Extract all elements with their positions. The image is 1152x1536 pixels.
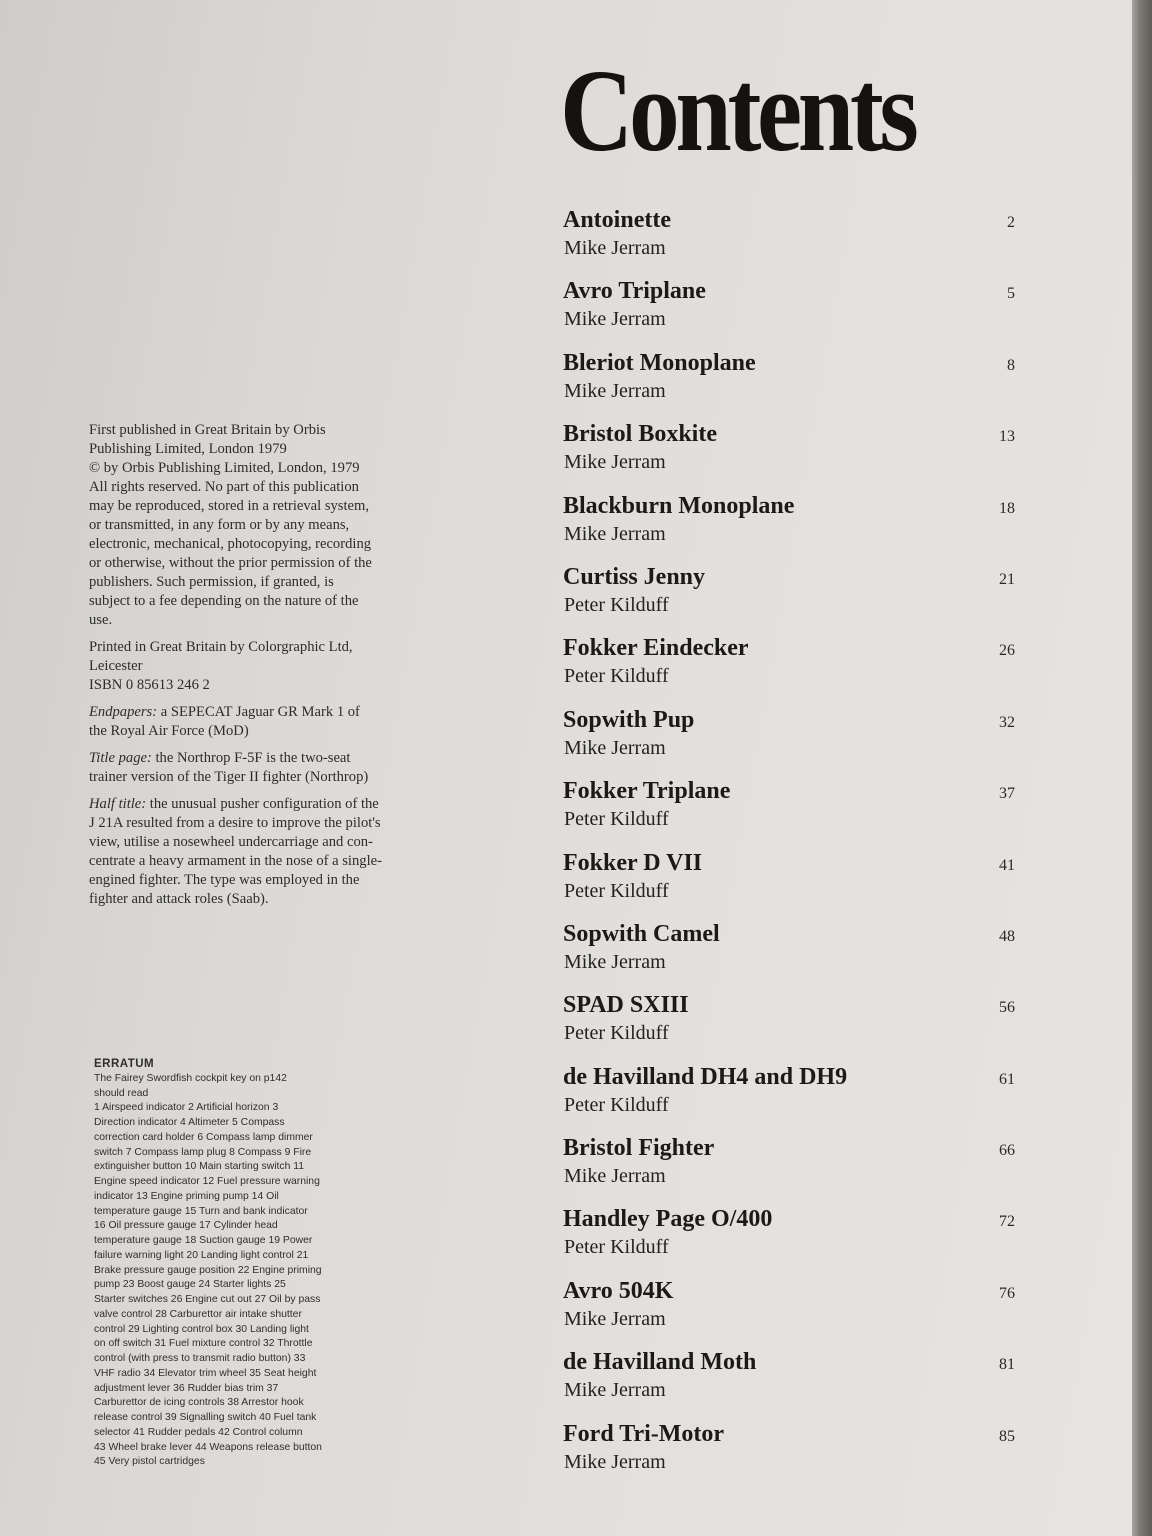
text-line bbox=[89, 611, 451, 630]
erratum-line: release control 39 Signalling switch 40 Fuel tank bbox=[94, 1412, 317, 1423]
entry-title: Sopwith Camel bbox=[563, 920, 720, 947]
entry-author: Peter Kilduff bbox=[564, 1022, 669, 1045]
entry-title: Sopwith Pup bbox=[563, 706, 695, 733]
erratum-line: Starter switches 26 Engine cut out 27 Oil by pass bbox=[94, 1294, 321, 1305]
entry-author: Mike Jerram bbox=[564, 1450, 666, 1473]
text-line bbox=[89, 554, 451, 573]
erratum-line: control 29 Lighting control box 30 Landing light bbox=[94, 1323, 309, 1335]
entry-page-number: 32 bbox=[999, 713, 1015, 731]
erratum-line: 1 Airspeed indicator 2 Artificial horizon 3 bbox=[94, 1102, 279, 1114]
entry-page-number: 72 bbox=[999, 1213, 1015, 1231]
text-line bbox=[89, 535, 451, 554]
contents-entry bbox=[563, 205, 1015, 276]
erratum-line: Carburettor de icing controls 38 Arrestor hook bbox=[94, 1397, 304, 1409]
erratum-line: control (with press to transmit radio button) 33 bbox=[94, 1353, 306, 1364]
text-line bbox=[89, 440, 451, 459]
text-line bbox=[89, 421, 451, 440]
colophon bbox=[89, 421, 451, 917]
contents-entry bbox=[563, 776, 1015, 847]
line-text: trainer version of the Tiger II fighter (Northrop) bbox=[89, 769, 369, 785]
page-title: Contents bbox=[560, 45, 915, 176]
text-line bbox=[89, 573, 451, 592]
erratum-line: correction card holder 6 Compass lamp dimmer bbox=[94, 1131, 313, 1143]
entry-page-number: 85 bbox=[999, 1427, 1015, 1445]
contents-entry bbox=[563, 705, 1015, 776]
line-text: or transmitted, in any form or by any means, bbox=[89, 517, 350, 533]
entry-author: Mike Jerram bbox=[564, 308, 666, 331]
erratum-line: 16 Oil pressure gauge 17 Cylinder head bbox=[94, 1220, 278, 1232]
erratum-line: on off switch 31 Fuel mixture control 32 Throttle bbox=[94, 1338, 313, 1350]
entry-author: Mike Jerram bbox=[564, 522, 666, 545]
text-line bbox=[89, 516, 451, 535]
contents-entry bbox=[563, 1204, 1015, 1275]
entry-page-number: 37 bbox=[999, 785, 1015, 803]
text-line bbox=[89, 657, 451, 676]
entry-title: Bristol Fighter bbox=[563, 1135, 715, 1162]
line-text: fighter and attack roles (Saab). bbox=[89, 891, 269, 907]
entry-author: Peter Kilduff bbox=[564, 665, 669, 688]
entry-author: Peter Kilduff bbox=[564, 1236, 669, 1259]
text-line bbox=[89, 478, 451, 497]
erratum-line: extinguisher button 10 Main starting switch 11 bbox=[94, 1161, 305, 1173]
endpapers-caption bbox=[89, 703, 451, 741]
erratum-line: Direction indicator 4 Altimeter 5 Compass bbox=[94, 1117, 285, 1128]
erratum-line: VHF radio 34 Elevator trim wheel 35 Seat height bbox=[94, 1367, 317, 1379]
erratum-heading: ERRATUM bbox=[94, 1058, 155, 1070]
entry-page-number: 13 bbox=[999, 428, 1015, 446]
line-text: centrate a heavy armament in the nose of a single- bbox=[89, 853, 382, 869]
entry-page-number: 18 bbox=[999, 499, 1015, 517]
erratum-line: Brake pressure gauge position 22 Engine priming bbox=[94, 1264, 322, 1276]
caption-label: Half title: bbox=[89, 796, 147, 812]
entry-title: SPAD SXIII bbox=[563, 992, 689, 1019]
entry-page-number: 41 bbox=[999, 856, 1015, 874]
erratum-line: The Fairey Swordfish cockpit key on p142 bbox=[94, 1072, 287, 1084]
contents-entry bbox=[563, 990, 1015, 1061]
entry-title: Ford Tri-Motor bbox=[563, 1420, 725, 1447]
entry-title: Fokker D VII bbox=[563, 849, 703, 876]
line-text: engined fighter. The type was employed in the bbox=[89, 872, 360, 888]
entry-title: Avro 504K bbox=[563, 1277, 674, 1304]
contents-entry bbox=[563, 919, 1015, 990]
half-title-caption bbox=[89, 795, 451, 909]
text-line bbox=[89, 871, 451, 890]
entry-title: Bleriot Monoplane bbox=[563, 349, 756, 376]
entry-author: Mike Jerram bbox=[564, 237, 666, 259]
erratum bbox=[94, 1057, 414, 1470]
entry-title: Blackburn Monoplane bbox=[563, 492, 795, 519]
entry-page-number: 76 bbox=[999, 1284, 1015, 1302]
entry-title: Handley Page O/400 bbox=[563, 1206, 773, 1233]
caption-label: Title page: bbox=[89, 750, 152, 766]
text-line bbox=[89, 703, 451, 722]
text-line bbox=[89, 749, 451, 768]
entry-title: Antoinette bbox=[563, 207, 671, 233]
contents-entry bbox=[563, 1276, 1015, 1347]
entry-page-number: 61 bbox=[999, 1070, 1015, 1088]
entry-page-number: 2 bbox=[1007, 214, 1015, 231]
text-line bbox=[89, 814, 451, 833]
erratum-line: failure warning light 20 Landing light control 21 bbox=[94, 1249, 309, 1261]
entry-author: Peter Kilduff bbox=[564, 593, 669, 616]
erratum-line: adjustment lever 36 Rudder bias trim 37 bbox=[94, 1382, 279, 1394]
contents-entry bbox=[563, 1062, 1015, 1133]
erratum-line: indicator 13 Engine priming pump 14 Oil bbox=[94, 1190, 279, 1202]
entry-page-number: 66 bbox=[999, 1142, 1015, 1160]
entry-author: Mike Jerram bbox=[564, 451, 666, 474]
publication-notice bbox=[89, 421, 451, 630]
entry-page-number: 21 bbox=[999, 570, 1015, 588]
line-text: Leicester bbox=[89, 658, 143, 674]
text-line bbox=[89, 497, 451, 516]
text-line bbox=[89, 638, 451, 657]
entry-author: Peter Kilduff bbox=[564, 879, 669, 902]
entry-title: de Havilland DH4 and DH9 bbox=[563, 1063, 848, 1090]
entry-author: Mike Jerram bbox=[564, 1379, 666, 1402]
text-line bbox=[89, 459, 451, 478]
entry-title: Bristol Boxkite bbox=[563, 421, 717, 448]
contents-entry bbox=[563, 633, 1015, 704]
erratum-line: valve control 28 Carburettor air intake shutter bbox=[94, 1308, 302, 1320]
entry-author: Mike Jerram bbox=[564, 950, 666, 973]
contents-entry bbox=[563, 348, 1015, 419]
title-page-caption bbox=[89, 749, 451, 787]
printing-notice bbox=[89, 638, 451, 695]
contents-entry bbox=[563, 848, 1015, 919]
entry-author: Peter Kilduff bbox=[564, 1093, 669, 1116]
contents-entry bbox=[563, 562, 1015, 633]
entry-title: de Havilland Moth bbox=[563, 1349, 757, 1376]
line-text: or otherwise, without the prior permission of the bbox=[89, 555, 372, 571]
line-text: © by Orbis Publishing Limited, London, 1979 bbox=[89, 460, 360, 476]
entry-page-number: 81 bbox=[999, 1356, 1015, 1374]
erratum-text bbox=[94, 1072, 414, 1470]
line-text: the Northrop F-5F is the two-seat bbox=[151, 750, 351, 766]
line-text: subject to a fee depending on the nature of the bbox=[89, 593, 359, 609]
text-line bbox=[89, 592, 451, 611]
contents-entry bbox=[563, 419, 1015, 490]
text-line bbox=[89, 722, 451, 741]
text-line bbox=[89, 795, 451, 814]
erratum-line: 45 Very pistol cartridges bbox=[94, 1456, 205, 1468]
entry-author: Mike Jerram bbox=[564, 379, 666, 402]
entry-author: Mike Jerram bbox=[564, 736, 666, 759]
line-text: the unusual pusher configuration of the bbox=[146, 796, 379, 812]
erratum-line: should read bbox=[94, 1087, 149, 1099]
line-text: electronic, mechanical, photocopying, recording bbox=[89, 536, 372, 552]
text-line bbox=[89, 833, 451, 852]
line-text: Publishing Limited, London 1979 bbox=[89, 441, 287, 457]
entry-page-number: 5 bbox=[1007, 285, 1015, 303]
entry-author: Peter Kilduff bbox=[564, 808, 669, 831]
text-line bbox=[89, 890, 451, 909]
entry-page-number: 56 bbox=[999, 999, 1015, 1017]
line-text: publishers. Such permission, if granted, is bbox=[89, 574, 334, 590]
caption-label: Endpapers: bbox=[89, 704, 158, 720]
erratum-line: temperature gauge 15 Turn and bank indicator bbox=[94, 1205, 308, 1217]
entry-title: Avro Triplane bbox=[563, 278, 706, 305]
entry-title: Curtiss Jenny bbox=[563, 563, 706, 590]
line-text: All rights reserved. No part of this publication bbox=[89, 479, 359, 495]
entry-author: Mike Jerram bbox=[564, 1307, 666, 1330]
line-text: view, utilise a nosewheel undercarriage and con- bbox=[89, 834, 373, 850]
line-text: may be reproduced, stored in a retrieval system, bbox=[89, 498, 370, 514]
entry-author: Mike Jerram bbox=[564, 1165, 666, 1188]
line-text: ISBN 0 85613 246 2 bbox=[89, 677, 210, 693]
erratum-line: pump 23 Boost gauge 24 Starter lights 25 bbox=[94, 1279, 286, 1291]
line-text: a SEPECAT Jaguar GR Mark 1 of bbox=[157, 704, 360, 720]
erratum-line: selector 41 Rudder pedals 42 Control column bbox=[94, 1426, 303, 1438]
line-text: Printed in Great Britain by Colorgraphic Ltd, bbox=[89, 639, 353, 655]
contents-list bbox=[563, 205, 1015, 1490]
line-text: J 21A resulted from a desire to improve the pilot's bbox=[89, 815, 381, 831]
entry-title: Fokker Triplane bbox=[563, 778, 731, 805]
erratum-line: 43 Wheel brake lever 44 Weapons release button bbox=[94, 1441, 322, 1453]
contents-entry bbox=[563, 1419, 1015, 1490]
contents-entry bbox=[563, 491, 1015, 562]
line-text: the Royal Air Force (MoD) bbox=[89, 723, 249, 739]
text-line bbox=[89, 676, 451, 695]
book-cover-edge bbox=[1132, 0, 1152, 1536]
text-line bbox=[89, 768, 451, 787]
contents-entry bbox=[563, 1347, 1015, 1418]
entry-page-number: 48 bbox=[999, 927, 1015, 945]
erratum-line: switch 7 Compass lamp plug 8 Compass 9 Fire bbox=[94, 1146, 312, 1158]
entry-title: Fokker Eindecker bbox=[563, 635, 749, 662]
line-text: First published in Great Britain by Orbis bbox=[89, 422, 326, 438]
text-line bbox=[89, 852, 451, 871]
erratum-line: Engine speed indicator 12 Fuel pressure warning bbox=[94, 1176, 320, 1187]
contents-entry bbox=[563, 1133, 1015, 1204]
contents-entry bbox=[563, 276, 1015, 347]
entry-page-number: 8 bbox=[1007, 356, 1015, 374]
line-text: use. bbox=[89, 612, 113, 628]
entry-page-number: 26 bbox=[999, 642, 1015, 660]
erratum-line: temperature gauge 18 Suction gauge 19 Power bbox=[94, 1235, 313, 1246]
